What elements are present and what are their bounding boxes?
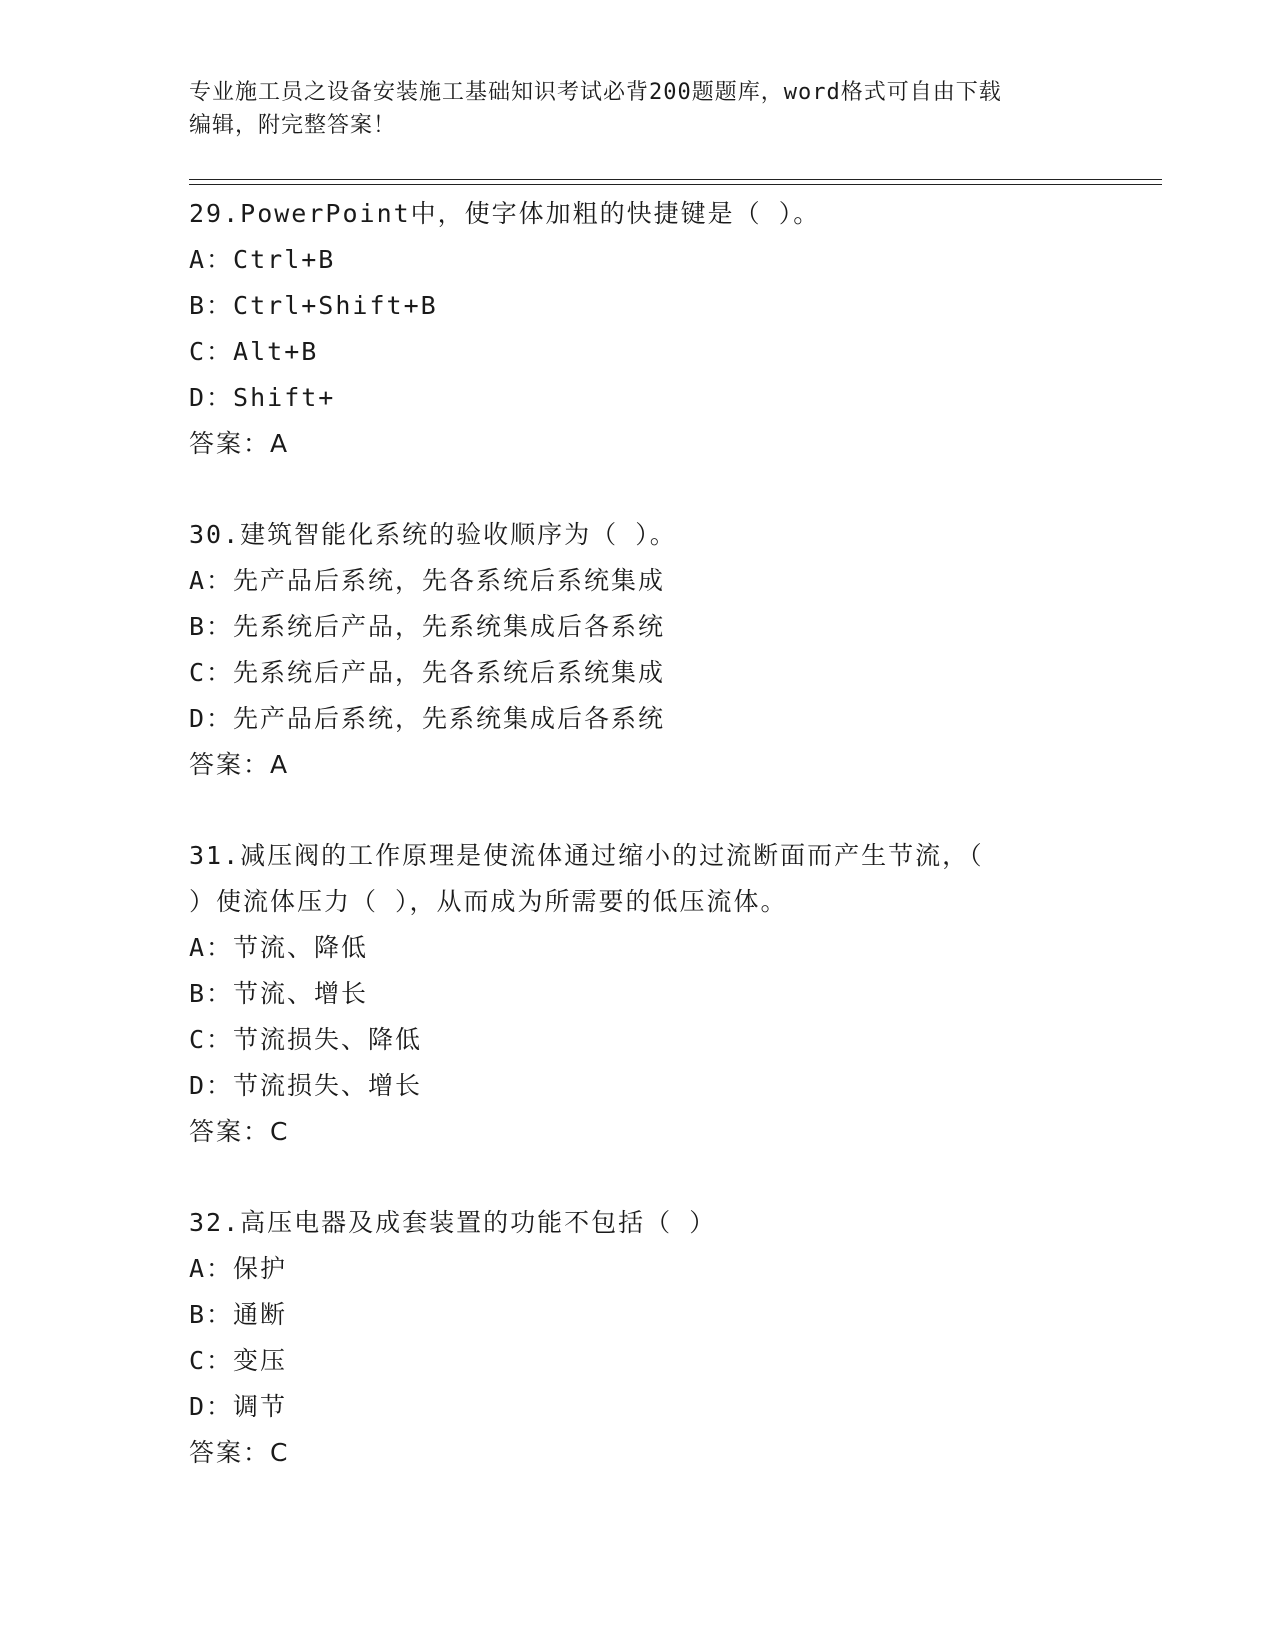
option-c: C：变压 [189, 1346, 288, 1375]
header-divider-top [189, 179, 1162, 180]
document-header [189, 76, 1089, 142]
answer-text: 答案：C [189, 1438, 290, 1467]
option-a: A：Ctrl+B [189, 245, 336, 274]
question-stem-continued: ）使流体压力（ ），从而成为所需要的低压流体。 [189, 887, 788, 916]
question-stem: 31.减压阀的工作原理是使流体通过缩小的过流断面而产生节流，（ [189, 841, 984, 870]
option-b: B：节流、增长 [189, 979, 369, 1008]
option-a: A：先产品后系统，先各系统后系统集成 [189, 566, 666, 595]
option-c: C：先系统后产品，先各系统后系统集成 [189, 658, 666, 687]
question-31 [189, 833, 1089, 1155]
question-stem: 30.建筑智能化系统的验收顺序为（ ）。 [189, 520, 677, 549]
question-stem: 29.PowerPoint中，使字体加粗的快捷键是（ ）。 [189, 199, 821, 228]
answer-text: 答案：A [189, 429, 290, 458]
option-d: D：先产品后系统，先系统集成后各系统 [189, 704, 666, 733]
option-b: B：先系统后产品，先系统集成后各系统 [189, 612, 666, 641]
answer-text: 答案：A [189, 750, 290, 779]
header-divider-bottom [189, 184, 1162, 185]
header-title-line-2: 编辑，附完整答案！ [189, 113, 397, 138]
question-30 [189, 512, 1089, 788]
question-29 [189, 191, 1089, 467]
option-a: A：保护 [189, 1254, 288, 1283]
answer-text: 答案：C [189, 1117, 290, 1146]
option-b: B：Ctrl+Shift+B [189, 291, 438, 320]
question-stem: 32.高压电器及成套装置的功能不包括（ ） [189, 1208, 717, 1237]
option-d: D：调节 [189, 1392, 288, 1421]
option-d: D：节流损失、增长 [189, 1071, 423, 1100]
question-32 [189, 1200, 1089, 1476]
option-d: D：Shift+ [189, 383, 336, 412]
option-a: A：节流、降低 [189, 933, 369, 962]
question-list [189, 191, 1089, 1521]
option-c: C：节流损失、降低 [189, 1025, 423, 1054]
option-b: B：通断 [189, 1300, 288, 1329]
option-c: C：Alt+B [189, 337, 319, 366]
header-title-line-1: 专业施工员之设备安装施工基础知识考试必背200题题库，word格式可自由下载 [189, 80, 1002, 105]
